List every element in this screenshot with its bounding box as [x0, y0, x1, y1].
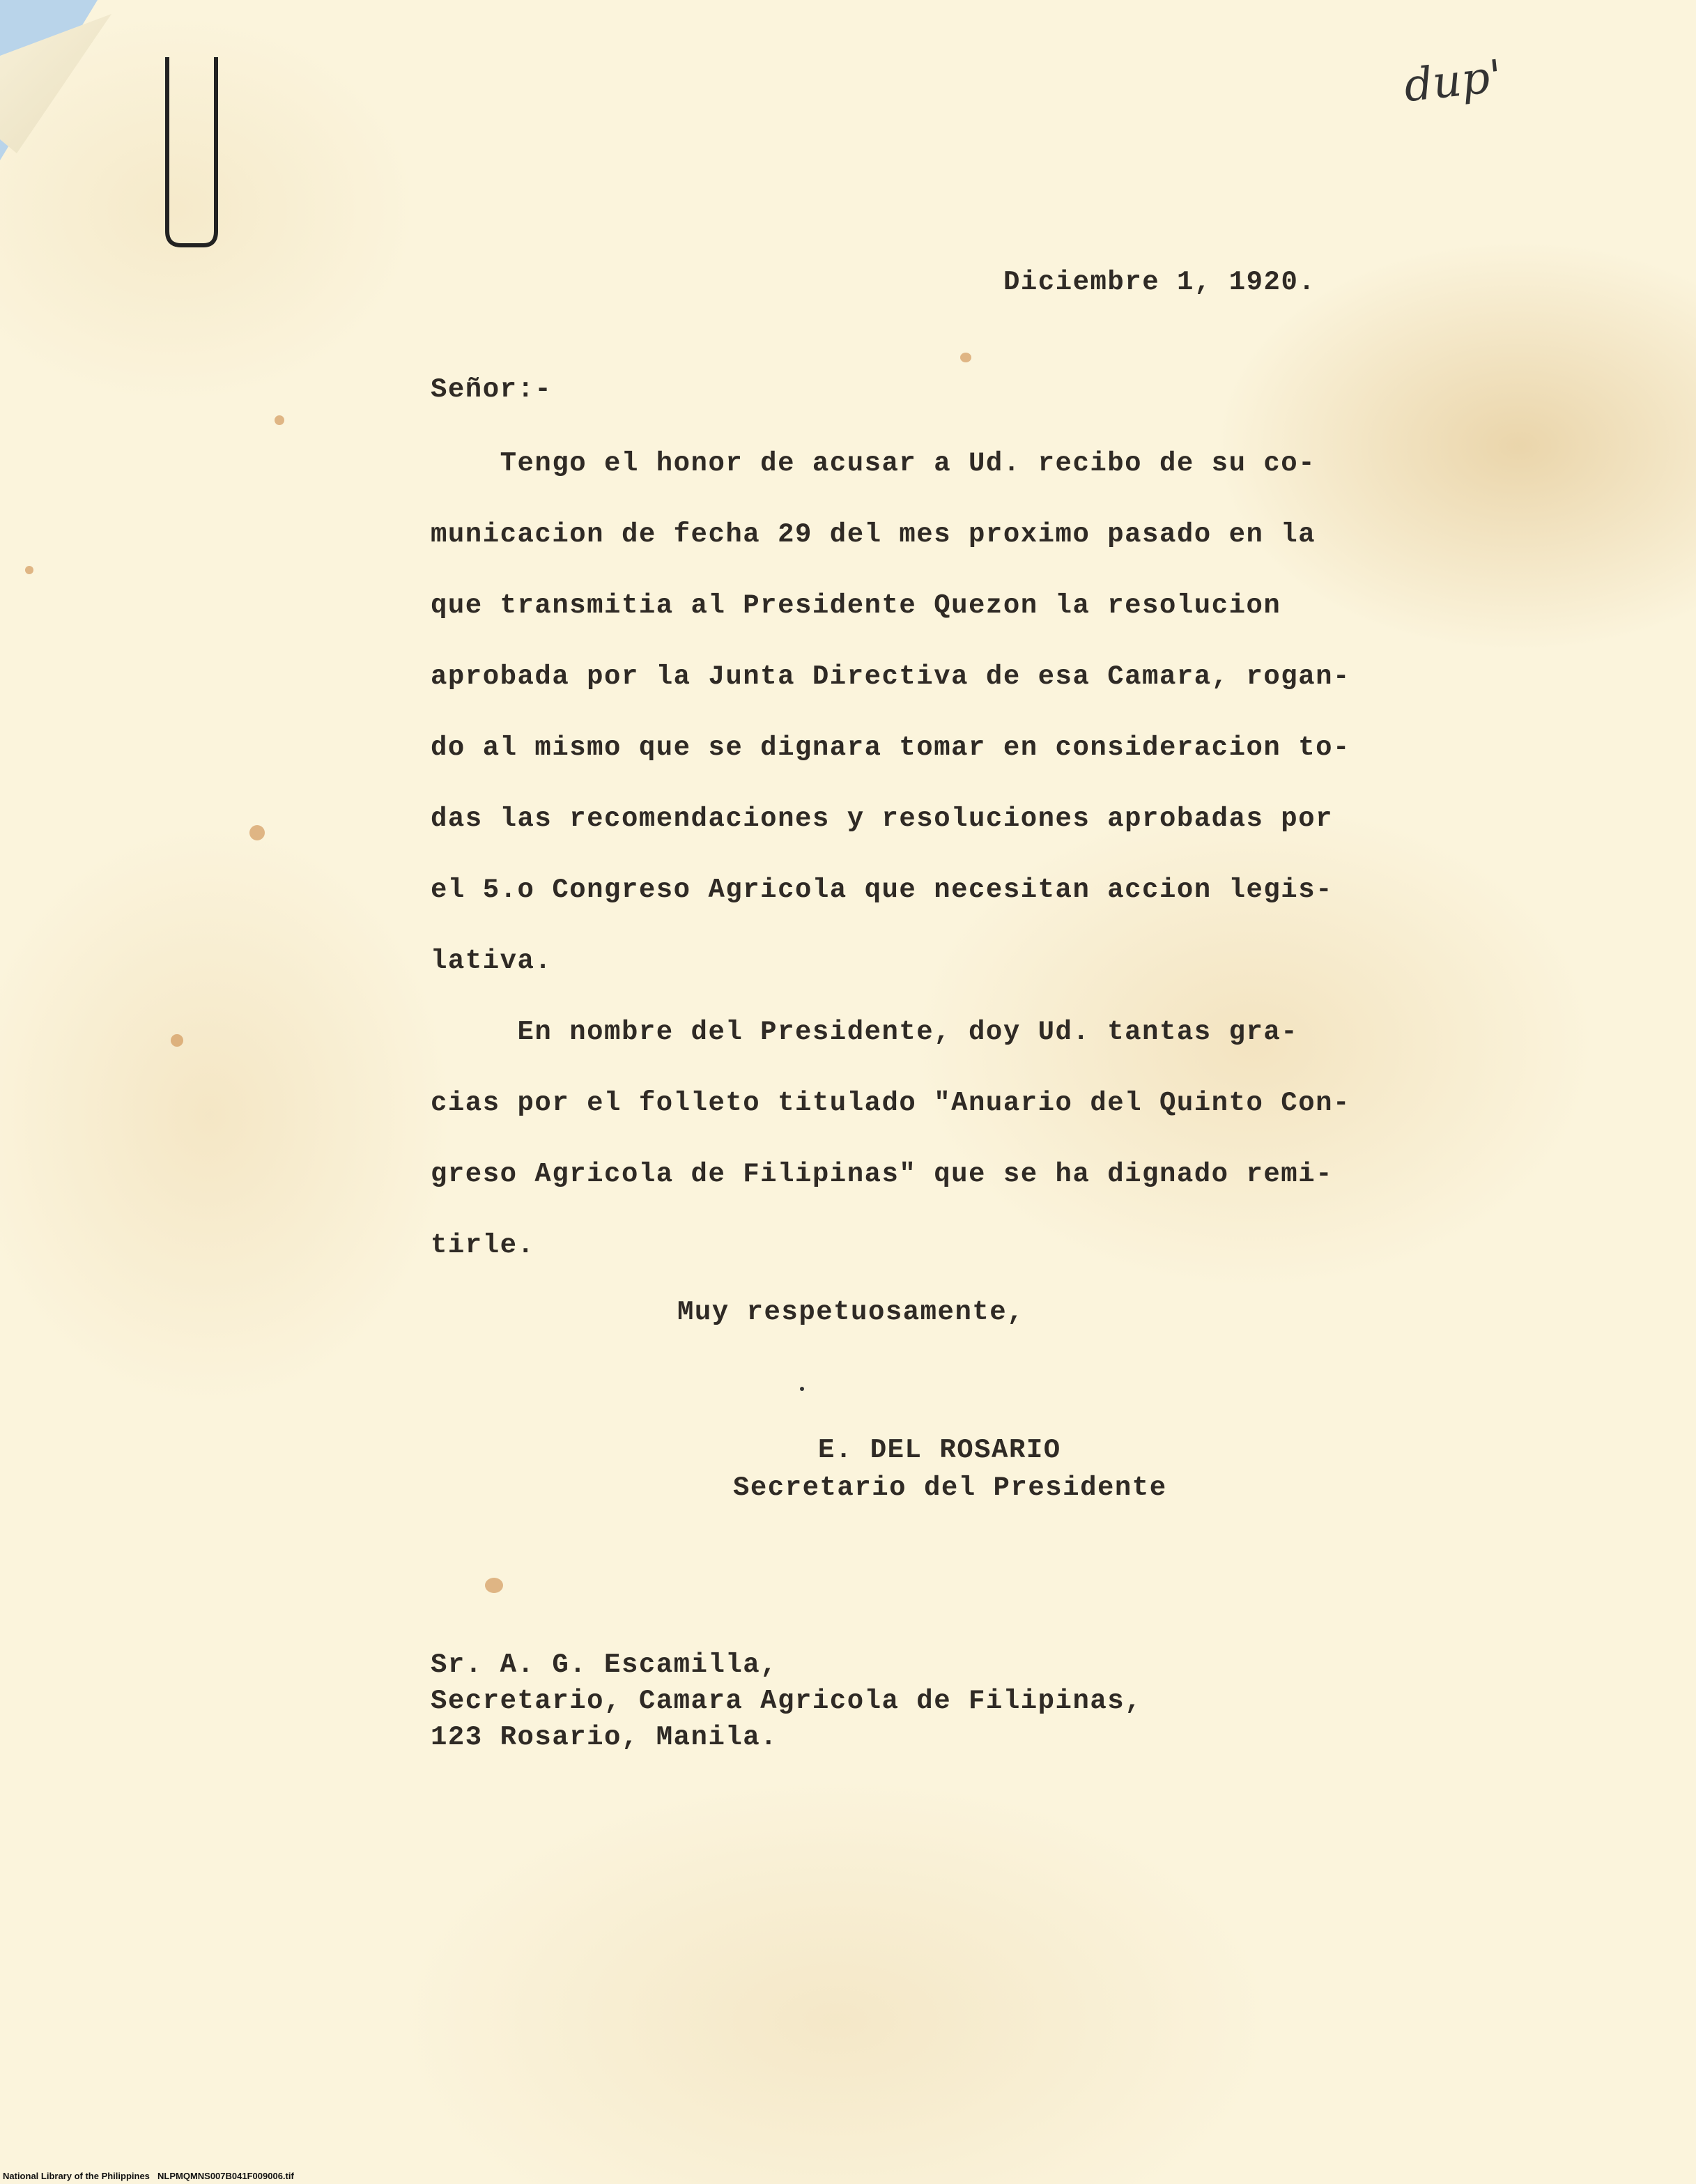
stain — [275, 415, 284, 425]
handwritten-annotation: dup' — [1401, 50, 1505, 113]
stain — [485, 1578, 503, 1593]
paragraph-line: greso Agricola de Filipinas" que se ha dignado remi- — [431, 1159, 1333, 1190]
paragraph-line: lativa. — [431, 946, 553, 976]
salutation: Señor:- — [431, 374, 553, 405]
stain — [25, 566, 33, 574]
stain — [171, 1034, 183, 1047]
paragraph-line: municacion de fecha 29 del mes proximo pasado en la — [431, 519, 1316, 550]
closing: Muy respetuosamente, — [677, 1297, 1025, 1328]
address-line: Secretario, Camara Agricola de Filipinas, — [431, 1686, 1143, 1716]
ink-dot — [800, 1387, 804, 1391]
paragraph-line: cias por el folleto titulado "Anuario del Quinto Con- — [431, 1088, 1350, 1118]
paragraph-line: tirle. — [431, 1230, 535, 1261]
footer-library: National Library of the Philippines — [3, 2171, 150, 2181]
paragraph-line: que transmitia al Presidente Quezon la resolucion — [431, 590, 1281, 621]
paragraph-line: En nombre del Presidente, doy Ud. tantas gra- — [431, 1017, 1299, 1047]
footer-filename: NLPMQMNS007B041F009006.tif — [157, 2171, 294, 2181]
address-line: Sr. A. G. Escamilla, — [431, 1649, 778, 1680]
stain — [960, 353, 971, 362]
staple-icon — [162, 57, 222, 252]
address-line: 123 Rosario, Manila. — [431, 1722, 778, 1753]
signer-title: Secretario del Presidente — [733, 1472, 1167, 1503]
paragraph-line: aprobada por la Junta Directiva de esa Camara, rogan- — [431, 661, 1350, 692]
paragraph-line: Tengo el honor de acusar a Ud. recibo de su co- — [431, 448, 1316, 479]
paragraph-line: das las recomendaciones y resoluciones aprobadas por — [431, 803, 1333, 834]
signer-name: E. DEL ROSARIO — [818, 1435, 1061, 1466]
scan-footer — [0, 2169, 1696, 2184]
paragraph-line: do al mismo que se dignara tomar en consideracion to- — [431, 732, 1350, 763]
stain — [249, 825, 265, 840]
paragraph-line: el 5.o Congreso Agricola que necesitan accion legis- — [431, 875, 1333, 905]
letter-date: Diciembre 1, 1920. — [1003, 267, 1316, 298]
